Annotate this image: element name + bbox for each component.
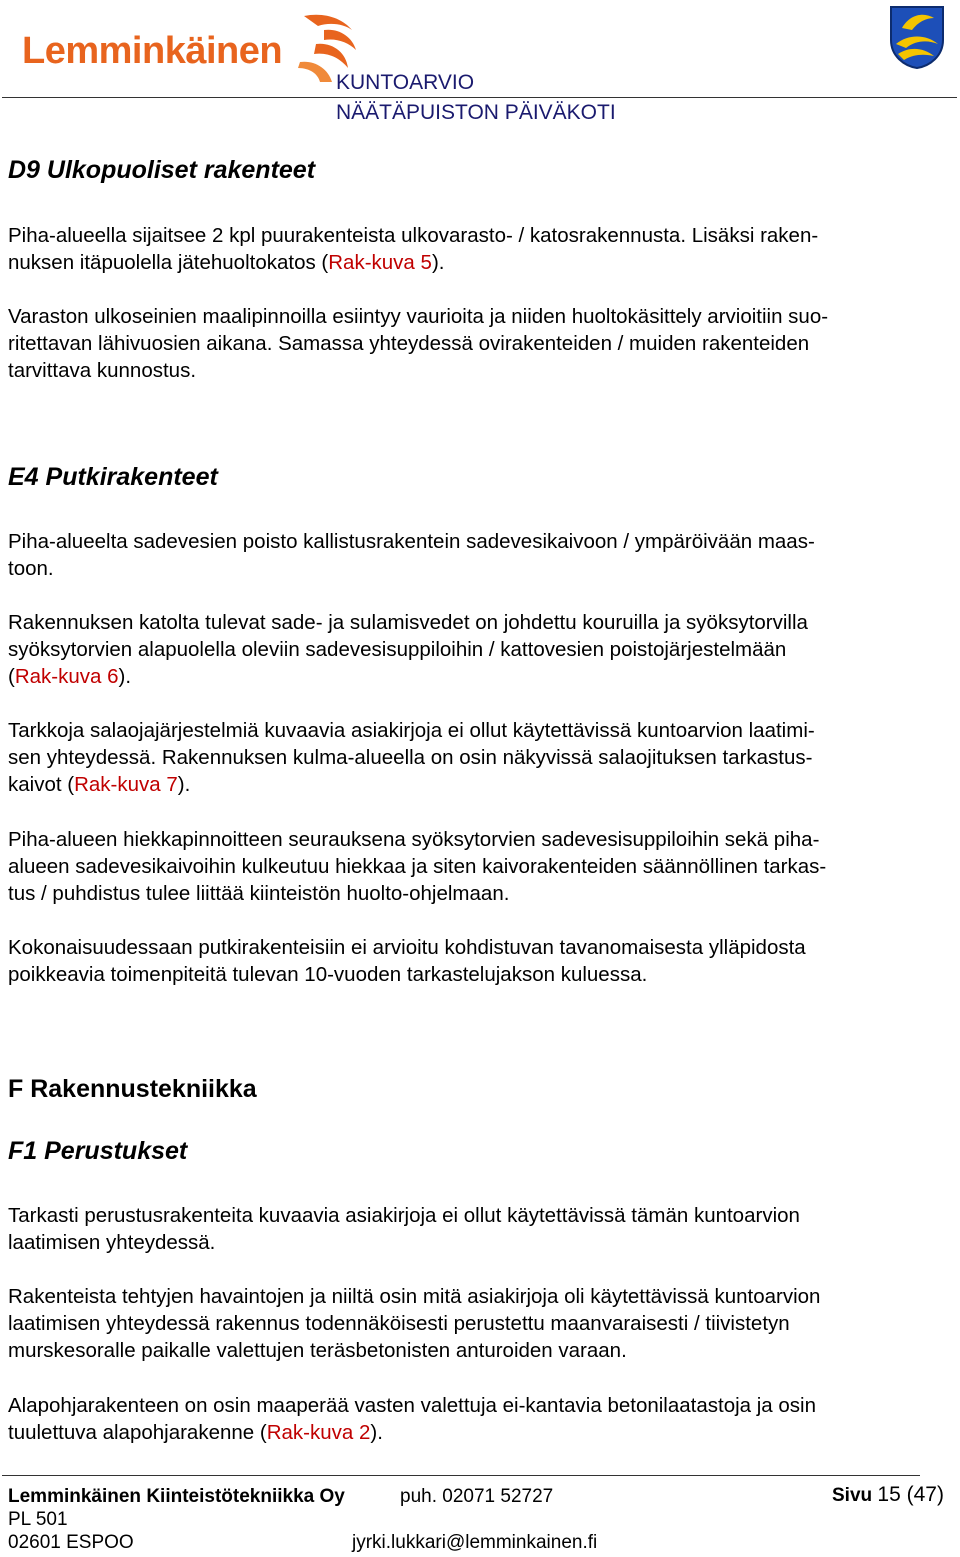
text-line: toon.	[8, 557, 54, 580]
text-line: tarvittava kunnostus.	[8, 359, 197, 382]
coat-of-arms-icon	[888, 4, 946, 70]
paragraph-e4-3	[8, 717, 953, 798]
page-value: 15 (47)	[877, 1483, 944, 1506]
paragraph-f1-2	[8, 1283, 953, 1364]
company-logo	[22, 8, 352, 86]
paragraph-d9-2	[8, 303, 953, 384]
text-line: poikkeavia toimenpiteitä tulevan 10-vuoden tarkastelujakson kuluessa.	[8, 963, 648, 986]
paragraph-e4-4	[8, 826, 953, 907]
text-line	[8, 771, 953, 798]
figure-reference: Rak-kuva 2	[266, 1421, 371, 1444]
text-line: alueen sadevesikaivoihin kulkeutuu hiekkaa ja siten kaivorakenteiden säännöllinen tarkas-	[8, 855, 827, 878]
text-line: Piha-alueelta sadevesien poisto kallistusrakentein sadevesikaivoon / ympäröivään maas-	[8, 530, 815, 553]
text-line: Tarkasti perustusrakenteita kuvaavia asiakirjoja ei ollut käytettävissä tämän kuntoarvion	[8, 1204, 800, 1227]
footer-page-number	[832, 1484, 944, 1507]
text-line: laatimisen yhteydessä.	[8, 1231, 216, 1254]
figure-reference: Rak-kuva 6	[14, 665, 119, 688]
heading-e4: E4 Putkirakenteet	[8, 463, 218, 491]
footer-postal: 02601 ESPOO	[8, 1532, 134, 1553]
document-title: KUNTOARVIO	[336, 71, 475, 94]
text-line: tus / puhdistus tulee liittää kiinteistön huolto-ohjelmaan.	[8, 882, 510, 905]
text-line: sen yhteydessä. Rakennuksen kulma-alueella on osin näkyvissä salaojituksen tarkastus-	[8, 746, 813, 769]
text-line	[8, 249, 953, 276]
text-line: Alapohjarakenteen on osin maaperää vasten valettuja ei-kantavia betonilaatastoja ja osin	[8, 1394, 817, 1417]
logo-wordmark: Lemminkäinen	[22, 30, 283, 72]
footer-company: Lemminkäinen Kiinteistötekniikka Oy	[8, 1486, 345, 1507]
text-run: ).	[177, 773, 191, 796]
text-line: laatimisen yhteydessä rakennus todennäköisesti perustettu maanvaraisesti / tiivistetyn	[8, 1312, 790, 1335]
heading-d9: D9 Ulkopuoliset rakenteet	[8, 156, 316, 184]
text-line	[8, 1419, 953, 1446]
text-line: Tarkkoja salaojajärjestelmiä kuvaavia asiakirjoja ei ollut käytettävissä kuntoarvion laatimi-	[8, 719, 815, 742]
text-run: (	[8, 665, 15, 688]
text-line: Rakenteista tehtyjen havaintojen ja niiltä osin mitä asiakirjoja oli käytettävissä kuntoarvion	[8, 1285, 821, 1308]
text-run: ).	[118, 665, 132, 688]
footer-po-box: PL 501	[8, 1509, 68, 1530]
text-line: Varaston ulkoseinien maalipinnoilla esiintyy vaurioita ja niiden huoltokäsittely arvioitiin suo-	[8, 305, 829, 328]
text-run: ).	[370, 1421, 383, 1444]
text-line: Piha-alueella sijaitsee 2 kpl puurakenteista ulkovarasto- / katosrakennusta. Lisäksi raken-	[8, 224, 819, 247]
header-divider	[2, 97, 957, 98]
text-line: ritettavan lähivuosien aikana. Samassa yhteydessä ovirakenteiden / muiden rakenteiden	[8, 332, 810, 355]
document-subtitle: NÄÄTÄPUISTON PÄIVÄKOTI	[336, 101, 616, 124]
text-line: Piha-alueen hiekkapinnoitteen seurauksena syöksytorvien sadevesisuppiloihin sekä piha-	[8, 828, 820, 851]
text-line: syöksytorvien alapuolella oleviin sadevesisuppiloihin / kattovesien poistojärjestelmään	[8, 638, 787, 661]
footer-divider	[2, 1475, 920, 1476]
paragraph-f1-1	[8, 1202, 953, 1256]
text-line	[8, 663, 953, 690]
text-line: Kokonaisuudessaan putkirakenteisiin ei arvioitu kohdistuvan tavanomaisesta ylläpidosta	[8, 936, 806, 959]
text-line: Rakennuksen katolta tulevat sade- ja sulamisvedet on johdettu kouruilla ja syöksytorvilla	[8, 611, 808, 634]
text-run: nuksen itäpuolella jätehuoltokatos (	[8, 251, 329, 274]
text-run: kaivot (	[8, 773, 75, 796]
footer-email-link[interactable]: jyrki.lukkari@lemminkainen.fi	[352, 1532, 598, 1553]
paragraph-e4-1	[8, 528, 953, 582]
paragraph-f1-3	[8, 1392, 953, 1446]
figure-reference: Rak-kuva 7	[74, 773, 178, 796]
page-label: Sivu	[832, 1485, 873, 1506]
text-run: tuulettuva alapohjarakenne (	[8, 1421, 267, 1444]
paragraph-d9-1	[8, 222, 953, 276]
heading-f: F Rakennustekniikka	[8, 1075, 257, 1103]
paragraph-e4-5	[8, 934, 953, 988]
text-line: murskesoralle paikalle valettujen teräsbetonisten anturoiden varaan.	[8, 1339, 627, 1362]
figure-reference: Rak-kuva 5	[328, 251, 432, 274]
footer-phone: puh. 02071 52727	[400, 1486, 554, 1507]
paragraph-e4-2	[8, 609, 953, 690]
text-run: ).	[431, 251, 445, 274]
heading-f1: F1 Perustukset	[8, 1137, 188, 1165]
